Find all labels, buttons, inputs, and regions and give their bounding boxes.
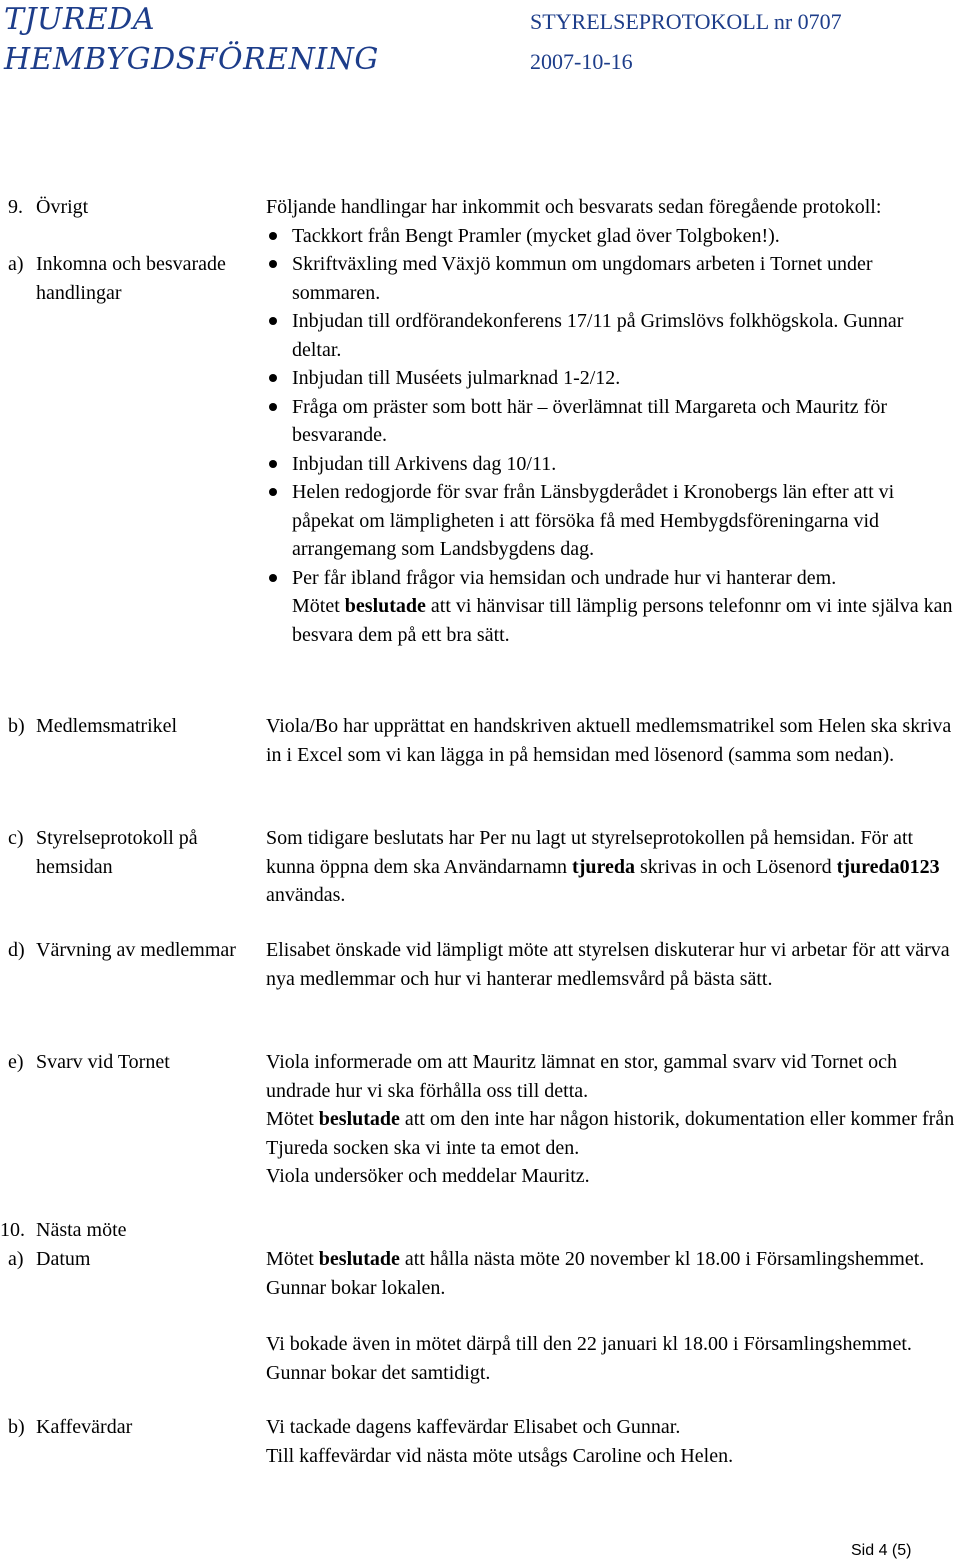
item-10a-label [8,1245,253,1274]
org-name-line1: TJUREDA [4,2,156,37]
list-item: Inbjudan till Muséets julmarknad 1-2/12. [266,364,956,393]
item-9c-label [8,824,253,881]
decision-keyword: beslutade [318,1108,400,1130]
item-9a-body [266,193,956,649]
item-title: Medlemsmatrikel [36,715,178,737]
section-10-heading [0,1216,245,1245]
item-9c-body [266,824,956,910]
item-10b-label [8,1413,253,1442]
item-title: Styrelseprotokoll på hemsidan [36,827,198,878]
list-item: Skriftväxling med Växjö kommun om ungdomars arbeten i Tornet under sommaren. [266,250,956,307]
item-9b-label [8,712,253,741]
list-item: Inbjudan till ordförandekonferens 17/11 på Grimslövs folkhögskola. Gunnar deltar. [266,307,956,364]
item-text: Viola informerade om att Mauritz lämnat en stor, gammal svarv vid Tornet och undrade hur vi ska förhålla oss till detta. [266,1051,898,1102]
list-item [266,564,956,650]
item-title: Kaffevärdar [36,1416,133,1438]
item-9d-body [266,936,956,993]
decision-text: att vi hänvisar till lämplig persons telefonnr om vi inte själva kan besvara dem på ett bra sätt. [292,595,953,646]
item-text: Till kaffevärdar vid nästa möte utsågs Caroline och Helen. [266,1444,734,1467]
password-value: tjureda0123 [836,855,940,878]
section-number: 10. [0,1219,25,1241]
item-marker: c) [8,827,24,849]
item-text: Vi tackade dagens kaffevärdar Elisabet och Gunnar. [266,1416,681,1438]
decision-text: att om den inte har någon historik, dokumentation eller kommer från Tjureda socken ska vi inte ta emot den. [266,1108,955,1159]
intro-text: Följande handlingar har inkommit och besvarats sedan föregående protokoll: [266,196,882,218]
item-text: Vi bokade även in mötet därpå till den 22 januari kl 18.00 i Församlingshemmet. Gunnar bokar det samtidigt. [266,1333,912,1384]
protocol-date: 2007-10-16 [530,49,633,74]
item-text: skrivas in och Lösenord [640,855,832,878]
list-item: Helen redogjorde för svar från Länsbygderådet i Kronobergs län efter att vi påpekat om lämpligheten i att försöka få med Hembygdsföreningarna vid arrangemang som Landsbygdens dag. [266,478,956,564]
received-documents-list [266,222,956,650]
username-value: tjureda [572,855,636,878]
item-title: Värvning av medlemmar [36,939,236,961]
item-9e-body [266,1048,956,1191]
list-item: Fråga om präster som bott här – överlämnat till Margareta och Mauritz för besvarande. [266,393,956,450]
list-item: Inbjudan till Arkivens dag 10/11. [266,450,956,479]
section-number: 9. [8,196,23,218]
list-item-text: Per får ibland frågor via hemsidan och undrade hur vi hanterar dem. [292,566,837,589]
section-9-heading [8,193,253,222]
item-text: användas. [266,884,346,906]
section-title: Övrigt [36,196,89,218]
decision-prefix: Mötet [266,1108,314,1130]
item-title: Svarv vid Tornet [36,1051,170,1073]
item-9d-label [8,936,253,965]
item-marker: b) [8,1416,25,1438]
page-number: Sid 4 (5) [851,1542,912,1559]
item-marker: a) [8,253,24,275]
item-title: Datum [36,1248,91,1270]
item-text: Viola/Bo har upprättat en handskriven aktuell medlemsmatrikel som Helen ska skriva in i Excel som vi kan lägga in på hemsidan med lösenord (samma som nedan). [266,715,952,766]
decision-prefix: Mötet [266,1248,314,1270]
protocol-title: STYRELSEPROTOKOLL nr 0707 [530,9,842,34]
item-title: Inkomna och besvarade handlingar [36,253,226,304]
item-10b-body [266,1413,956,1470]
item-text: Som tidigare beslutats har Per nu lagt ut styrelseprotokollen på hemsidan. För att kunna öppna dem ska Användarnamn [266,827,914,878]
decision-keyword: beslutade [318,1248,400,1270]
item-text: Viola undersöker och meddelar Mauritz. [266,1165,590,1187]
item-marker: a) [8,1248,24,1270]
item-9a-label [8,250,253,307]
item-marker: b) [8,715,25,737]
item-9e-label [8,1048,253,1077]
item-marker: d) [8,939,25,961]
section-title: Nästa möte [36,1219,127,1241]
decision-keyword: beslutade [344,595,426,617]
decision-prefix: Mötet [292,595,340,617]
item-9b-body [266,712,956,769]
list-item: Tackkort från Bengt Pramler (mycket glad över Tolgboken!). [266,222,956,251]
item-marker: e) [8,1051,24,1073]
decision-text: att hålla nästa möte 20 november kl 18.00 i Församlingshemmet. Gunnar bokar lokalen. [266,1248,925,1299]
item-text: Elisabet önskade vid lämpligt möte att styrelsen diskuterar hur vi arbetar för att värva nya medlemmar och hur vi hanterar medlemsvård på bästa sätt. [266,939,950,990]
page-header [0,0,960,90]
item-10a-body [266,1245,956,1387]
org-name-line2: HEMBYGDSFÖRENING [4,42,379,77]
